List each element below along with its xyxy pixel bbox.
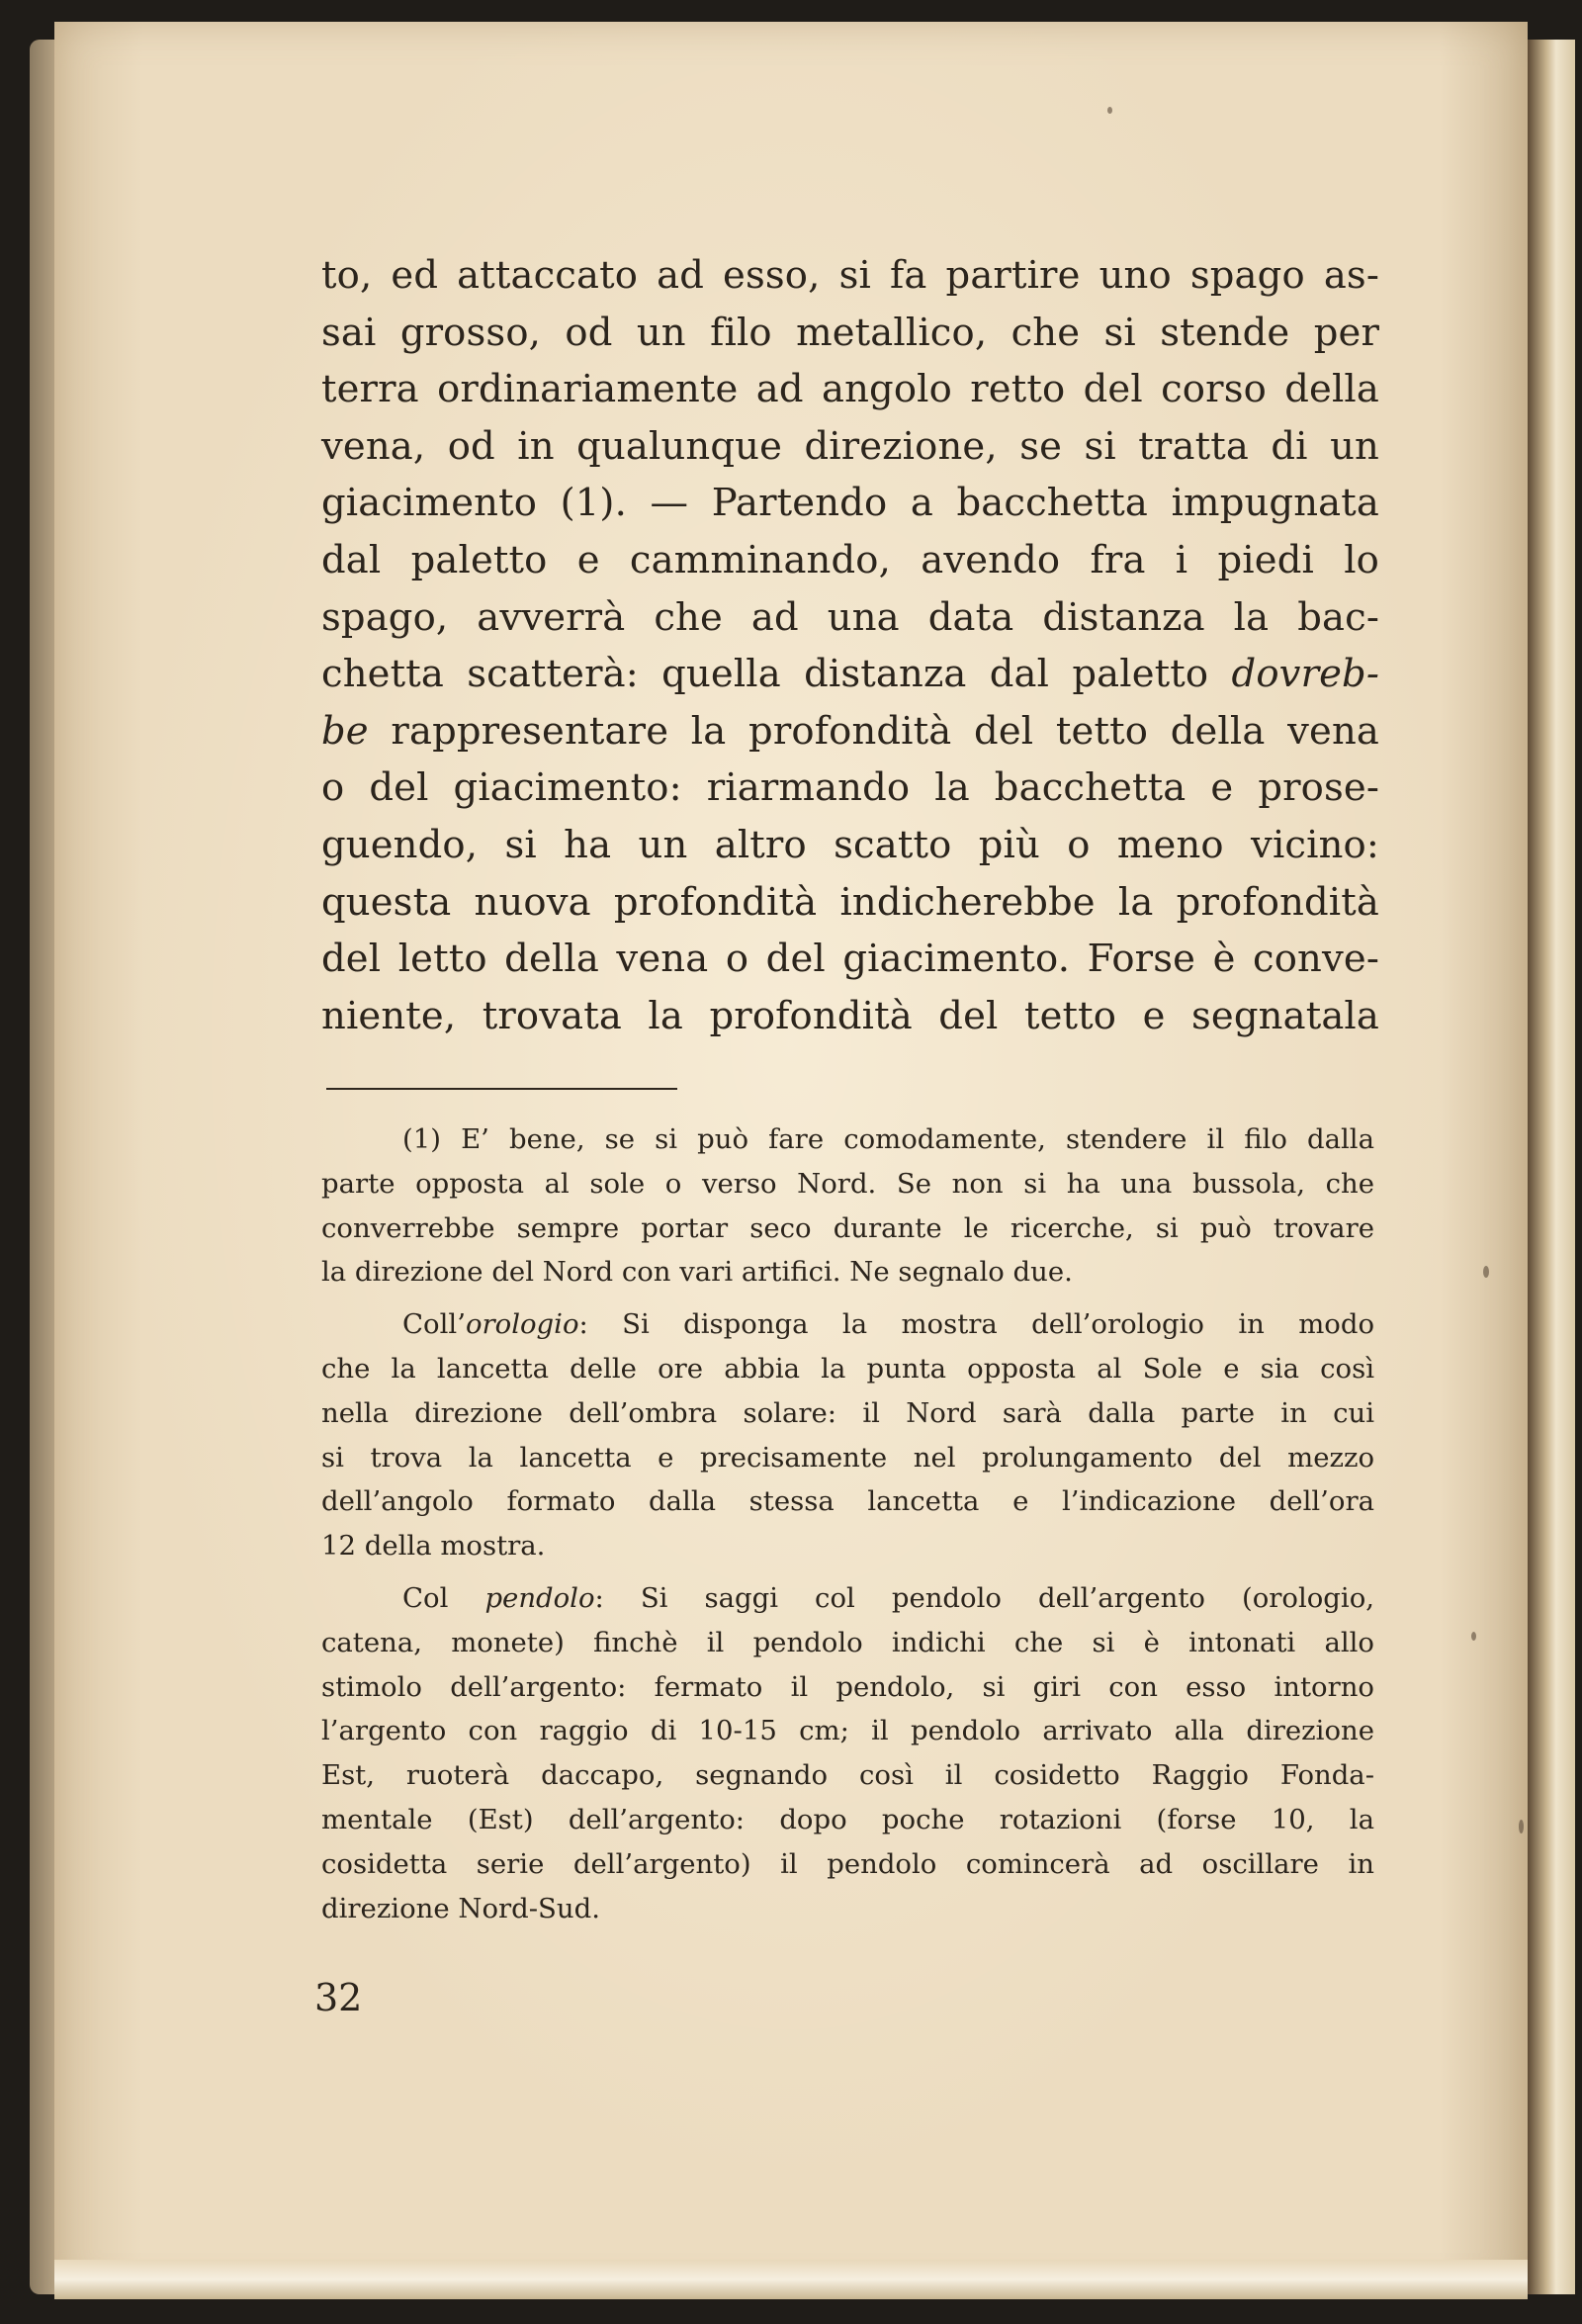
footnote-line: converrebbe sempre portar seco durante le ricerche, si può trovare [321,1211,1374,1244]
footnote-line: l’argento con raggio di 10-15 cm; il pendolo arrivato alla direzione [321,1715,1374,1747]
footnotes-block [321,1117,1374,1938]
text-line: niente, trovata la profondità del tetto e segnatala [321,993,1379,1038]
text-line: guendo, si ha un altro scatto più o meno vicino: [321,822,1379,867]
footnote-reference: (1). [560,481,627,526]
paper-speck [1471,1632,1476,1641]
adjacent-page-edge [1528,40,1575,2294]
footnote-line: cosidetta serie dell’argento) il pendolo comincerà ad oscillare in [321,1847,1374,1880]
footnote-line: mentale (Est) dell’argento: dopo poche rotazioni (forse 10, la [321,1803,1374,1835]
italic-word: be [321,708,369,754]
footnote-line: si trova la lancetta e precisamente nel prolungamento del mezzo [321,1441,1374,1474]
footnote-line [321,1117,1374,1162]
italic-word: pendolo [484,1581,595,1614]
line-segment: Coll’ [402,1308,466,1341]
footnote-paragraph-2 [321,1302,1374,1568]
text-line [321,703,1379,760]
footnote-line: catena, monete) finchè il pendolo indichi che si è intonati allo [321,1626,1374,1658]
page-bottom-edge [54,2260,1528,2299]
footnote-line: nella direzione dell’ombra solare: il Nord sarà dalla parte in cui [321,1396,1374,1429]
footnote-line: direzione Nord-Sud. [321,1892,600,1924]
footnote-line: Est, ruoterà daccapo, segnando così il cosidetto Raggio Fonda- [321,1759,1374,1792]
italic-word: dovreb- [1231,652,1380,697]
text-line: o del giacimento: riarmando la bacchetta e prose- [321,765,1379,811]
line-segment: : Si disponga la mostra dell’orologio in modo [578,1308,1374,1341]
italic-word: orologio [465,1308,579,1341]
line-segment: — Partendo a bacchetta impugnata [650,481,1379,526]
text-line: to, ed attaccato ad esso, si fa partire uno spago as- [321,253,1379,298]
line-segment: E’ bene, se si può fare comodamente, stendere il filo dalla [461,1123,1374,1155]
footnote-line [321,1302,1374,1347]
main-paragraph [321,247,1379,1044]
line-segment: : Si saggi col pendolo dell’argento (orologio, [594,1581,1374,1614]
footnote-line: stimolo dell’argento: fermato il pendolo, si giri con esso intorno [321,1670,1374,1703]
footnote-line: che la lancetta delle ore abbia la punta opposta al Sole e sia così [321,1352,1374,1385]
text-line: questa nuova profondità indicherebbe la profondità [321,879,1379,925]
line-segment: rappresentare la profondità del tetto della vena [391,708,1379,754]
text-line: dal paletto e camminando, avendo fra i piedi lo [321,537,1379,582]
text-line: spago, avverrà che ad una data distanza la bac- [321,594,1379,640]
line-segment: giacimento [321,481,538,526]
footnote-paragraph-1 [321,1117,1374,1295]
paper-speck [1107,107,1112,114]
footnote-line [321,1576,1374,1621]
text-line: del letto della vena o del giacimento. Forse è conve- [321,937,1379,982]
footnote-line: 12 della mostra. [321,1530,546,1563]
footnote-separator [326,1088,677,1090]
main-text-block [321,247,1379,1044]
line-segment: chetta scatterà: quella distanza dal paletto [321,652,1209,697]
footnote-line: parte opposta al sole o verso Nord. Se non si ha una bussola, che [321,1167,1374,1200]
footnote-marker: (1) [402,1123,441,1155]
text-line: vena, od in qualunque direzione, se si tratta di un [321,423,1379,469]
text-line [321,646,1379,703]
paper-speck [1483,1266,1489,1278]
footnote-line: la direzione del Nord con vari artifici. Ne segnalo due. [321,1256,1073,1289]
paper-speck [1519,1820,1524,1833]
footnote-line: dell’angolo formato dalla stessa lancetta e l’indicazione dell’ora [321,1485,1374,1518]
text-line: sai grosso, od un filo metallico, che si stende per [321,310,1379,355]
line-segment: Col [402,1581,485,1614]
page-number: 32 [314,1976,363,2019]
text-line [321,475,1379,532]
footnote-paragraph-3 [321,1576,1374,1930]
text-line: terra ordinariamente ad angolo retto del corso della [321,367,1379,412]
